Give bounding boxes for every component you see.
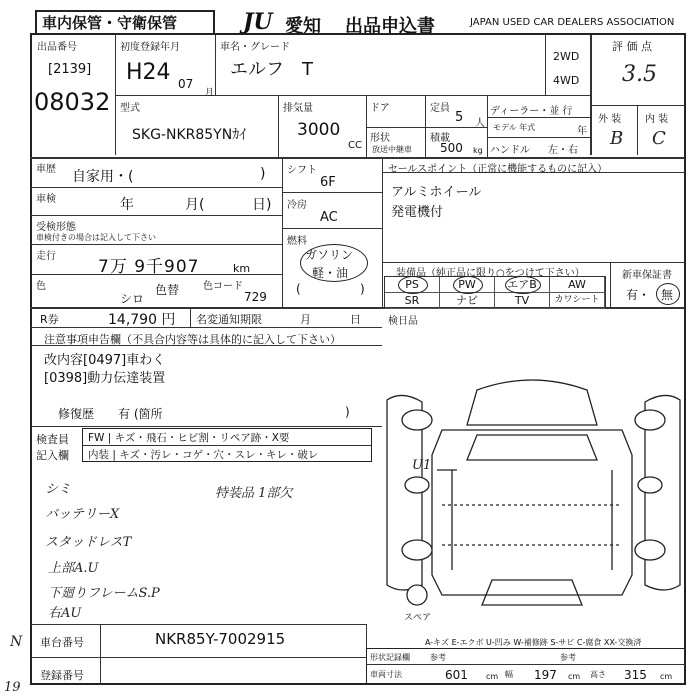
chassis-label: 車台番号 xyxy=(40,636,84,649)
equip-sr: SR xyxy=(385,293,440,309)
model-value: SKG-NKR85YNｶｲ xyxy=(132,127,247,143)
inspector-fill-row-2: 内装 | キズ・汚レ・コゲ・穴・スレ・キレ・破レ xyxy=(88,449,319,461)
ju-logo: JU xyxy=(243,9,273,35)
handle-label: ハンドル xyxy=(490,145,530,156)
notes-label: 注意事項申告欄（不具合内容等は具体的に記入して下さい） xyxy=(44,333,341,346)
dealer-label: ディーラー・並 行 xyxy=(490,106,573,117)
aircon-value: AC xyxy=(320,210,338,225)
payload-value: 500 xyxy=(440,141,463,155)
fuel-paren-close: ) xyxy=(360,282,365,296)
equip-airbag-circle xyxy=(505,276,541,294)
storage-label: 車内保管・守衛保管 xyxy=(42,14,178,32)
history-label: 車歴 xyxy=(36,164,56,175)
diagram-body-outline xyxy=(432,430,632,595)
payload-label: 積載 xyxy=(430,133,450,144)
repair-value: 有 (箇所 xyxy=(118,407,163,421)
inspection-day: 日) xyxy=(252,197,272,213)
inspector-stamp-label: 検日品 xyxy=(388,316,418,327)
diagram-legend: A-キズ E-エクボ U-凹み W-補修跡 S-サビ C-腐食 XX-交換済 xyxy=(425,638,642,647)
model-year-unit: 年 xyxy=(577,126,587,137)
score-label: 評 価 点 xyxy=(612,40,652,53)
color-value: シロ xyxy=(120,292,145,306)
fuel-option: 軽・油 xyxy=(312,266,349,280)
reg-month: 07 xyxy=(178,77,194,91)
int-label: 内 装 xyxy=(645,114,669,125)
handwritten-note-2: 特装品 1部欠 xyxy=(215,486,293,501)
name-change-label: 名変通知期限 xyxy=(196,313,262,326)
color-code: 729 xyxy=(244,290,267,304)
equip-tv: TV xyxy=(495,293,550,309)
inspector-fill-label-1: 検査員 xyxy=(36,433,69,446)
size-height-unit: cm xyxy=(660,672,673,681)
handwritten-note-6: 下廻りフレームS.P xyxy=(48,586,160,601)
ext-label: 外 装 xyxy=(598,114,622,125)
handwritten-note-7: 右AU xyxy=(48,606,82,621)
displacement-value: 3000 xyxy=(297,120,341,140)
equip-ps-circle xyxy=(398,276,428,294)
mileage-unit: km xyxy=(233,262,251,275)
reg-year: H24 xyxy=(126,60,171,85)
capacity-value: 5 xyxy=(455,110,464,125)
diagram-hood-outline xyxy=(467,380,597,425)
size-length: 601 xyxy=(445,668,468,682)
repair-close: ) xyxy=(345,405,350,419)
equip-pw-circle xyxy=(453,276,483,294)
diagram-windshield xyxy=(467,435,597,460)
lot-bracket: [2139] xyxy=(48,62,92,77)
mileage-value: 7万 9千907 xyxy=(98,257,200,277)
shape-ref-1: 参考 xyxy=(430,653,446,662)
ext-value: B xyxy=(610,128,624,149)
capacity-unit: 人 xyxy=(475,118,485,129)
diagram-wheel-fr xyxy=(635,410,665,430)
equip-navi: ナビ xyxy=(440,293,495,309)
handwritten-note-4: スタッドレスT xyxy=(45,535,132,550)
score-value: 3.5 xyxy=(622,62,657,87)
size-label: 車両寸法 xyxy=(370,670,402,679)
model-year-label: モデル 年式 xyxy=(493,123,536,132)
size-height-label: 高さ xyxy=(590,670,606,679)
color-label: 色 xyxy=(36,281,46,292)
inspector-fill-label-2: 記入欄 xyxy=(36,449,69,462)
margin-mark-1: N xyxy=(10,634,23,650)
equip-pw: PW xyxy=(440,277,495,293)
acceptance-label: 受検形態 xyxy=(36,222,76,233)
shape-ref-2: 参考 xyxy=(560,653,576,662)
shift-value: 6F xyxy=(320,175,336,190)
diagram-mark: U1 xyxy=(412,458,432,473)
history-close: ) xyxy=(260,166,266,182)
equipment-label: 装備品（純正品に限り○をつけて下さい） xyxy=(396,268,585,279)
diagram-wheel-rl xyxy=(402,540,432,560)
name-change-month: 月 xyxy=(300,313,311,326)
selling-points-label: セールスポイント（正常に機能するものに記入） xyxy=(388,164,608,175)
fuel-paren-open: ( xyxy=(296,282,301,296)
fuel-circle-mark xyxy=(300,244,368,282)
handwritten-note-5: 上部A.U xyxy=(48,561,99,576)
equip-airbag: エアB xyxy=(495,277,550,293)
warranty-label: 新車保証書 xyxy=(622,270,672,281)
shape-label: 形状 xyxy=(370,133,390,144)
spare-label: スペア xyxy=(404,613,432,623)
shape-record-label: 形状記録欄 xyxy=(370,653,410,662)
form-title: 出品申込書 xyxy=(345,16,435,37)
name-label: 車名・グレード xyxy=(220,42,290,53)
aichi-label: 愛知 xyxy=(285,16,321,37)
shift-label: シフト xyxy=(287,165,317,176)
handle-options: 左・右 xyxy=(548,145,578,156)
inspection-label: 車検 xyxy=(36,194,56,205)
size-width-unit: cm xyxy=(568,672,581,681)
cc-unit: CC xyxy=(348,140,362,151)
handwritten-note-1: シミ xyxy=(45,482,72,497)
displacement-label: 排気量 xyxy=(283,103,313,114)
fuel-value: ガソリン xyxy=(305,248,354,262)
mileage-label: 走行 xyxy=(36,251,56,262)
lot-label: 出品番号 xyxy=(37,42,77,53)
notes-line-1: 改内容[0497]車わく xyxy=(44,353,166,368)
color-change-label: 色替 xyxy=(155,283,180,297)
acceptance-sub: 車検付きの場合は記入して下さい xyxy=(36,233,156,242)
chassis-value: NKR85Y-7002915 xyxy=(155,630,286,648)
fuel-label: 燃料 xyxy=(287,236,307,247)
vehicle-damage-diagram xyxy=(382,330,685,620)
int-value: C xyxy=(652,128,666,149)
selling-point-2: 発電機付 xyxy=(391,205,444,220)
association-name: JAPAN USED CAR DEALERS ASSOCIATION xyxy=(470,17,675,28)
reg-month-unit: 月 xyxy=(205,88,215,98)
drive-2wd: 2WD xyxy=(553,50,580,63)
size-width-label: 幅 xyxy=(505,670,513,679)
recycle-value: 14,790 円 xyxy=(108,312,176,328)
inspector-fill-row-1: FW | キズ・飛石・ヒビ割・リペア跡・X要 xyxy=(88,432,290,444)
repair-label: 修復歴 xyxy=(58,407,95,421)
size-length-unit: cm xyxy=(486,672,499,681)
warranty-options: 有・ xyxy=(626,288,651,302)
equip-ps: PS xyxy=(385,277,440,293)
margin-mark-2: 19 xyxy=(4,680,21,695)
car-name: エルフ T xyxy=(230,59,313,80)
size-height: 315 xyxy=(624,668,647,682)
shape-sub: 放送中継車 xyxy=(372,145,412,154)
diagram-wheel-mr xyxy=(638,477,662,493)
capacity-label: 定員 xyxy=(430,103,450,114)
inspection-month: 月( xyxy=(185,197,205,213)
name-change-day: 日 xyxy=(350,313,361,326)
model-label: 型式 xyxy=(120,103,140,114)
color-code-label: 色コード xyxy=(203,281,243,292)
reg-label: 初度登録年月 xyxy=(120,42,180,53)
aircon-label: 冷房 xyxy=(287,200,307,211)
selling-point-1: アルミホイール xyxy=(391,185,482,200)
diagram-rear xyxy=(482,580,582,605)
diagram-wheel-ml xyxy=(405,477,429,493)
handwritten-note-3: バッテリーX xyxy=(45,507,120,522)
equip-leather: カワシート xyxy=(550,293,605,309)
payload-unit: kg xyxy=(473,146,483,155)
history-value: 自家用・( xyxy=(72,169,134,185)
warranty-none: 無 xyxy=(661,288,674,302)
warranty-none-circle xyxy=(656,283,680,305)
drive-4wd: 4WD xyxy=(553,74,580,87)
recycle-label: R券 xyxy=(40,313,59,326)
diagram-spare-wheel xyxy=(407,585,427,605)
lot-number: 08032 xyxy=(34,88,111,116)
reg-no-label: 登録番号 xyxy=(40,669,84,682)
diagram-wheel-fl xyxy=(402,410,432,430)
size-width: 197 xyxy=(534,668,557,682)
doors-label: ドア xyxy=(370,103,390,114)
notes-line-2: [0398]動力伝達装置 xyxy=(44,371,166,386)
inspection-year: 年 xyxy=(120,197,134,213)
diagram-wheel-rr xyxy=(635,540,665,560)
equip-aw: AW xyxy=(550,277,605,293)
